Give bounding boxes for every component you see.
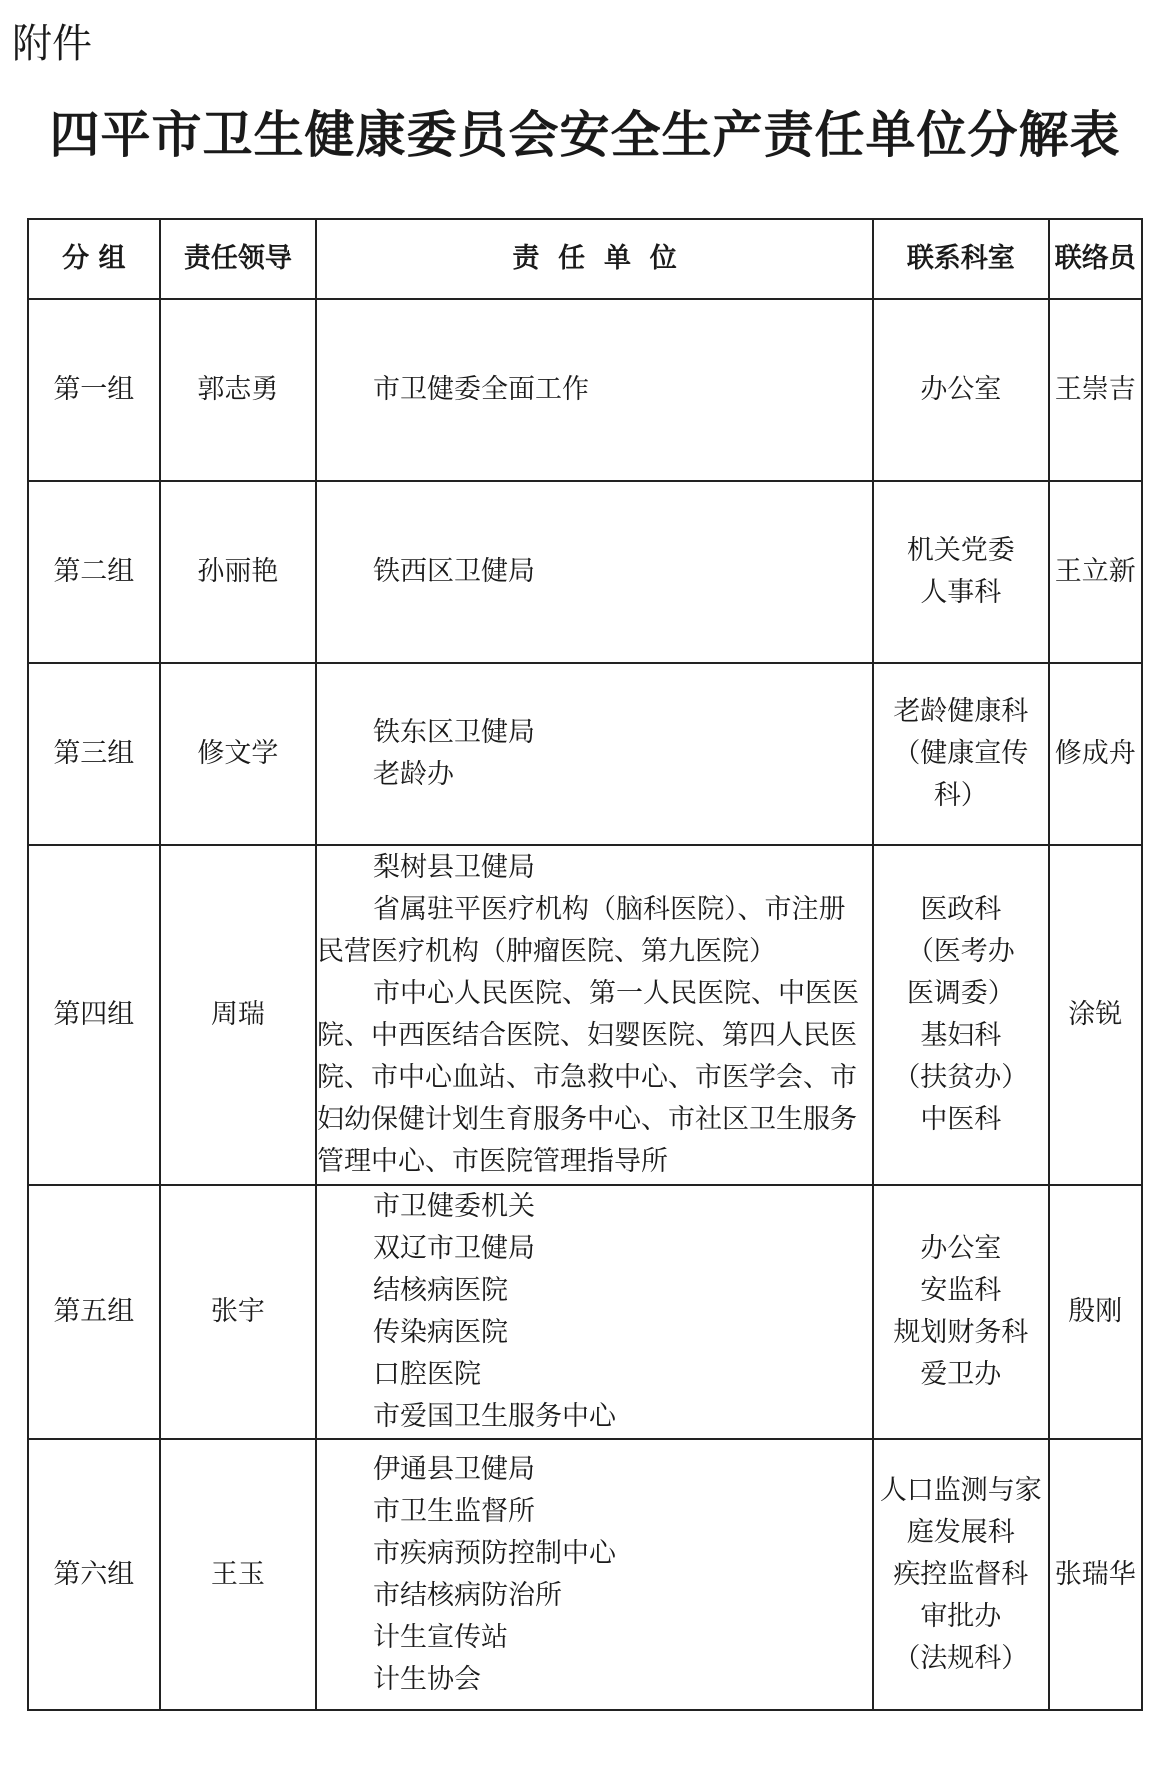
liaison-cell: 涂锐 [1049, 845, 1142, 1185]
attachment-label: 附件 [12, 21, 92, 67]
unit-line: 市疾病预防控制中心 [373, 1537, 617, 1569]
unit-line: 双辽市卫健局 [373, 1233, 536, 1264]
dept-line: 办公室 [920, 1233, 1002, 1264]
document-title: 四平市卫生健康委员会安全生产责任单位分解表 [49, 106, 1121, 164]
header-leader: 责任领导 [160, 219, 316, 299]
dept-cell [873, 1439, 1049, 1710]
unit-line: 市卫健委全面工作 [373, 374, 590, 405]
responsibility-table [27, 218, 1143, 1711]
unit-line: 伊通县卫健局 [373, 1453, 536, 1485]
table-row [28, 845, 1142, 1185]
units-cell [316, 1185, 873, 1439]
unit-line: 计生协会 [373, 1663, 482, 1695]
leader-cell: 张宇 [160, 1185, 316, 1439]
unit-line: 省属驻平医疗机构（脑科医院）、市注册民营医疗机构（肿瘤医院、第九医院） [317, 894, 846, 967]
header-liaison: 联络员 [1049, 219, 1142, 299]
dept-line: 办公室 [920, 374, 1002, 405]
unit-line: 铁西区卫健局 [373, 556, 536, 587]
dept-line: （医考办 [906, 936, 1015, 967]
liaison-cell: 张瑞华 [1049, 1439, 1142, 1710]
dept-cell [873, 845, 1049, 1185]
dept-line: 老龄健康科 [893, 696, 1029, 727]
table-row [28, 299, 1142, 481]
dept-line: （健康宣传 [893, 738, 1029, 769]
unit-line: 口腔医院 [373, 1359, 482, 1390]
table-row [28, 1185, 1142, 1439]
header-dept: 联系科室 [873, 219, 1049, 299]
leader-cell: 王玉 [160, 1439, 316, 1710]
dept-line: 医政科 [920, 894, 1002, 925]
unit-line: 计生宣传站 [373, 1621, 509, 1653]
dept-line: 安监科 [920, 1275, 1002, 1306]
leader-cell: 周瑞 [160, 845, 316, 1185]
dept-cell [873, 299, 1049, 481]
table-row [28, 663, 1142, 845]
dept-line: 科） [933, 780, 988, 811]
unit-line: 老龄办 [373, 759, 455, 790]
liaison-cell: 王崇吉 [1049, 299, 1142, 481]
liaison-cell: 王立新 [1049, 481, 1142, 663]
unit-line: 梨树县卫健局 [373, 852, 536, 883]
header-units: 责 任 单 位 [316, 219, 873, 299]
dept-line: 庭发展科 [906, 1516, 1015, 1548]
group-cell: 第四组 [28, 845, 160, 1185]
unit-line: 结核病医院 [373, 1275, 509, 1306]
unit-line: 市卫生监督所 [373, 1495, 536, 1527]
liaison-cell: 殷刚 [1049, 1185, 1142, 1439]
dept-line: （扶贫办） [893, 1062, 1029, 1093]
dept-line: 基妇科 [920, 1020, 1002, 1051]
dept-line: 人口监测与家 [879, 1474, 1042, 1506]
table-row [28, 481, 1142, 663]
group-cell: 第一组 [28, 299, 160, 481]
unit-line: 市爱国卫生服务中心 [373, 1401, 617, 1432]
group-cell: 第二组 [28, 481, 160, 663]
dept-line: （法规科） [893, 1642, 1029, 1674]
table-header-row [28, 219, 1142, 299]
unit-line: 铁东区卫健局 [373, 717, 536, 748]
dept-line: 机关党委 [906, 535, 1015, 566]
dept-line: 规划财务科 [893, 1317, 1029, 1348]
dept-line: 人事科 [920, 577, 1002, 608]
units-cell [316, 1439, 873, 1710]
unit-line: 市卫健委机关 [373, 1191, 536, 1222]
units-cell [316, 299, 873, 481]
dept-cell [873, 481, 1049, 663]
header-group: 分 组 [28, 219, 160, 299]
units-cell [316, 481, 873, 663]
unit-line: 市中心人民医院、第一人民医院、中医医院、中西医结合医院、妇婴医院、第四人民医院、市中心血站、市急救中心、市医学会、市妇幼保健计划生育服务中心、市社区卫生服务管理中心、市医院管理指导所 [317, 978, 860, 1177]
dept-line: 疾控监督科 [893, 1558, 1029, 1590]
dept-line: 爱卫办 [920, 1359, 1002, 1390]
dept-cell [873, 1185, 1049, 1439]
leader-cell: 修文学 [160, 663, 316, 845]
liaison-cell: 修成舟 [1049, 663, 1142, 845]
unit-line: 市结核病防治所 [373, 1579, 563, 1611]
leader-cell: 郭志勇 [160, 299, 316, 481]
table-row [28, 1439, 1142, 1710]
unit-line: 传染病医院 [373, 1317, 509, 1348]
group-cell: 第六组 [28, 1439, 160, 1710]
units-cell [316, 663, 873, 845]
group-cell: 第三组 [28, 663, 160, 845]
group-cell: 第五组 [28, 1185, 160, 1439]
dept-line: 医调委） [906, 978, 1015, 1009]
dept-line: 中医科 [920, 1104, 1002, 1135]
dept-cell [873, 663, 1049, 845]
units-cell [316, 845, 873, 1185]
dept-line: 审批办 [920, 1600, 1002, 1632]
leader-cell: 孙丽艳 [160, 481, 316, 663]
